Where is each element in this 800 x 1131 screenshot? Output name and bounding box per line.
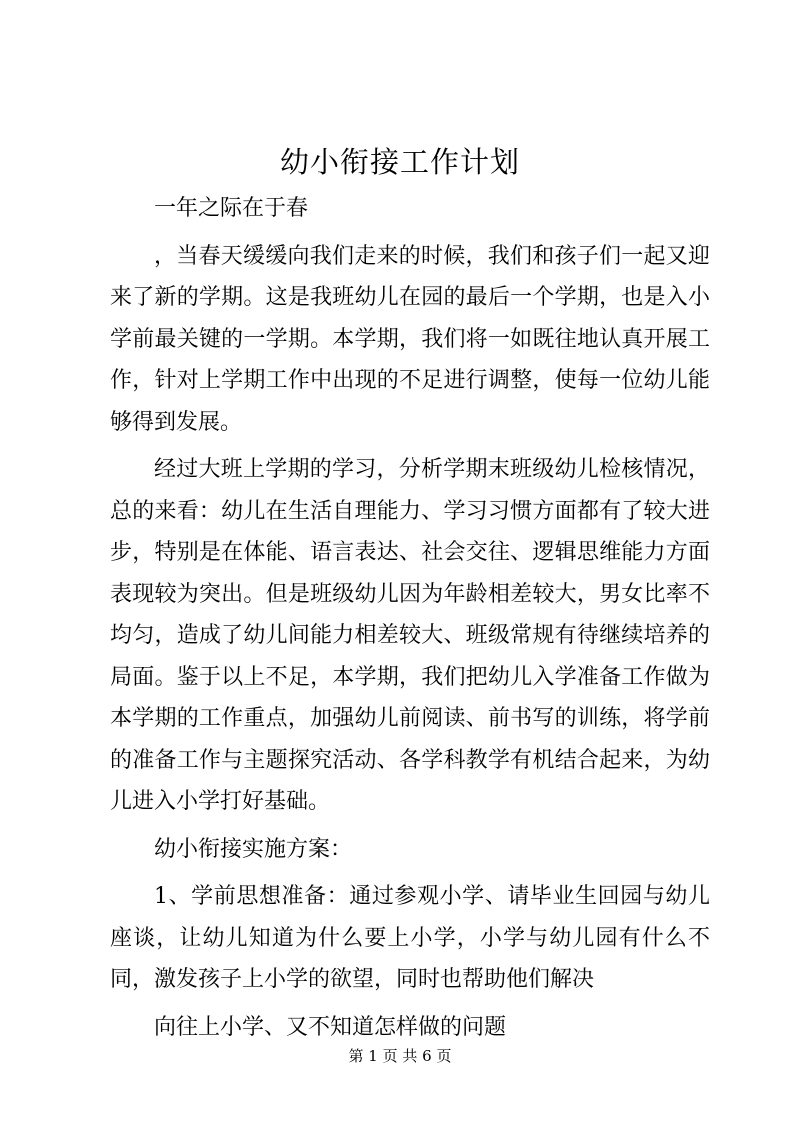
paragraph-2: ，当春天缓缓向我们走来的时候，我们和孩子们一起又迎来了新的学期。这是我班幼儿在园的最后一个学期，也是入小学前最关键的一学期。本学期，我们将一如既往地认真开展工作，针对上学期工作中出现的不足进行调整，使每一位幼儿能够得到发展。	[110, 243, 710, 435]
paragraph-3: 经过大班上学期的学习，分析学期末班级幼儿检核情况，总的来看：幼儿在生活自理能力、学习习惯方面都有了较大进步，特别是在体能、语言表达、社会交往、逻辑思维能力方面表现较为突出。但是班级幼儿因为年龄相差较大，男女比率不均匀，造成了幼儿间能力相差较大、班级常规有待继续培养的局面。鉴于以上不足，本学期，我们把幼儿入学准备工作做为本学期的工作重点，加强幼儿前阅读、前书写的训练，将学前的准备工作与主题探究活动、各学科教学有机结合起来，为幼儿进入小学打好基础。	[110, 457, 710, 814]
document-title: 幼小衔接工作计划	[279, 145, 520, 179]
paragraph-6: 向往上小学、又不知道怎样做的问题	[154, 1014, 507, 1040]
paragraph-4: 幼小衔接实施方案：	[154, 836, 353, 862]
paragraph-1: 一年之际在于春	[154, 196, 309, 221]
paragraph-5: 1、学前思想准备：通过参观小学、请毕业生回园与幼儿座谈，让幼儿知道为什么要上小学，小学与幼儿园有什么不同，激发孩子上小学的欲望，同时也帮助他们解决	[110, 884, 710, 992]
document-body	[110, 188, 710, 1054]
page-footer: 第 1 页 共 6 页	[348, 1047, 452, 1065]
